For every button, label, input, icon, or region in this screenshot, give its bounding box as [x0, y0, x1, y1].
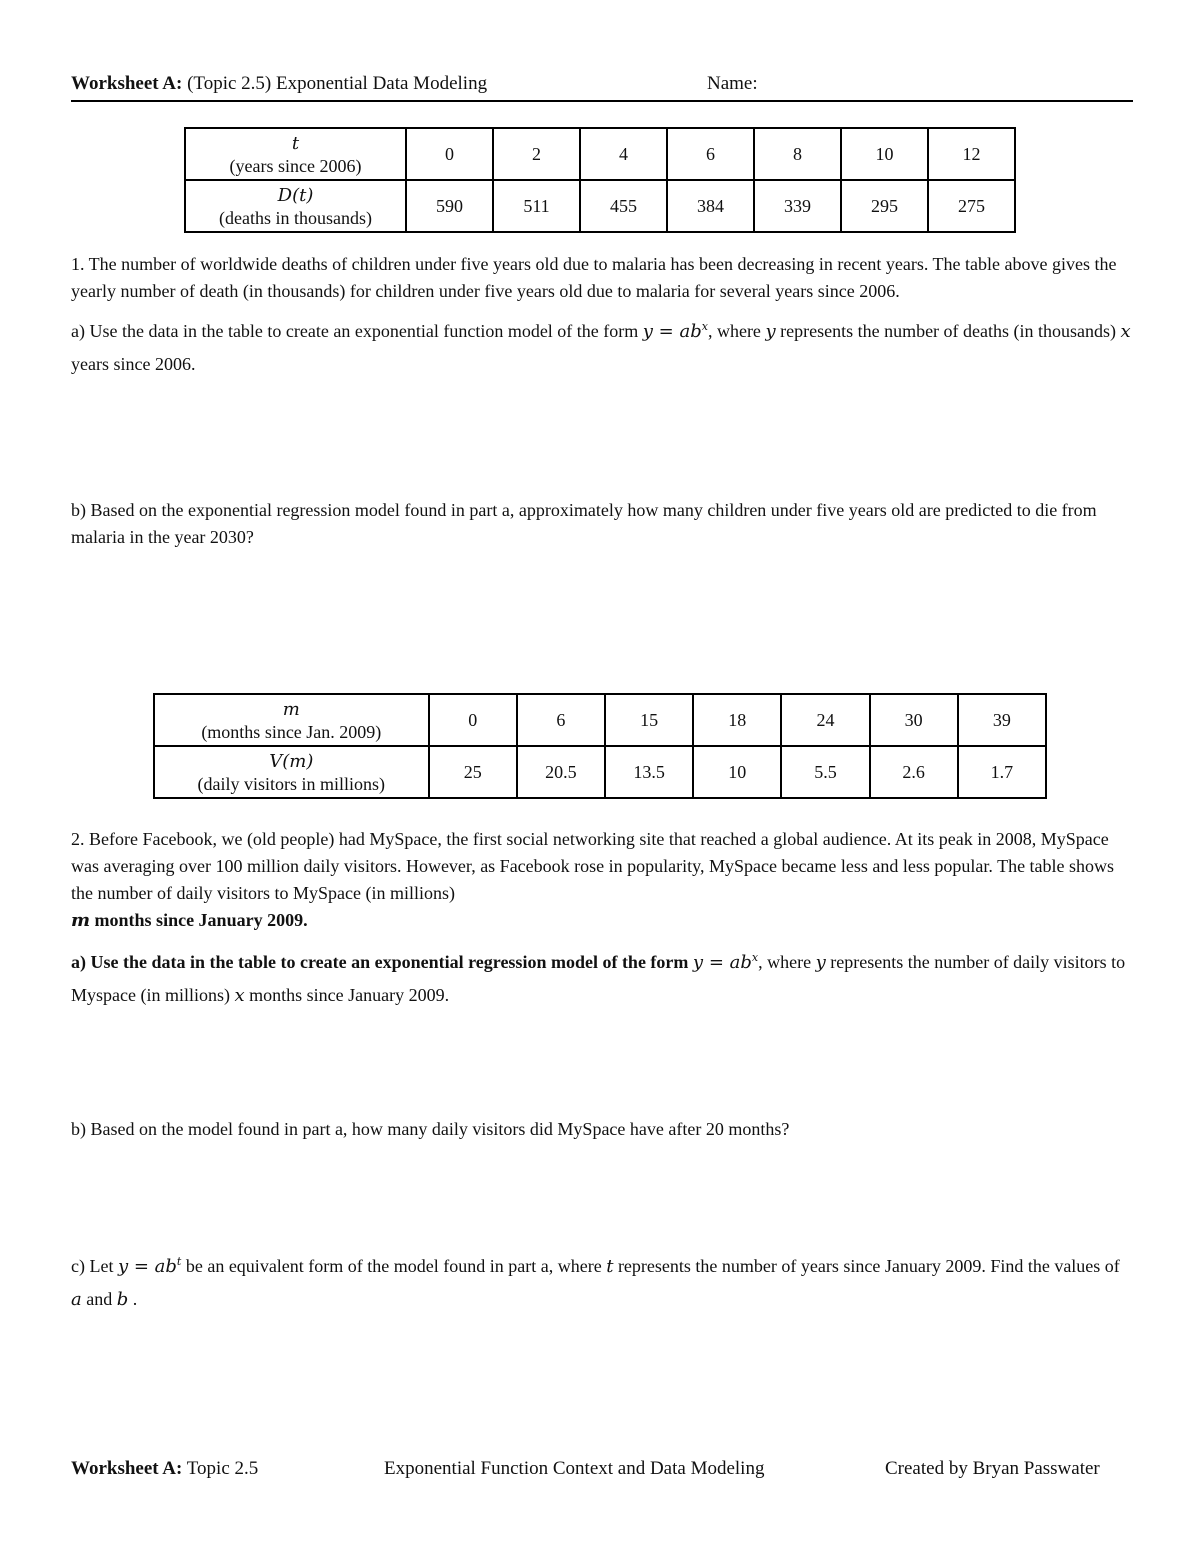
- text-run: be an equivalent form of the model found in part a, where: [181, 1256, 607, 1276]
- question-2b: b) Based on the model found in part a, how many daily visitors did MySpace have after 20 months?: [71, 1119, 790, 1139]
- footer-label: Worksheet A:: [71, 1458, 183, 1479]
- variable-b: b: [116, 1289, 129, 1310]
- variable-x: x: [234, 985, 245, 1006]
- question-1a: [71, 311, 1133, 380]
- row-desc: (daily visitors in millions): [197, 773, 386, 794]
- table-cell: 0: [429, 694, 517, 746]
- myspace-data-table: [153, 693, 1047, 799]
- table-cell: 30: [870, 694, 958, 746]
- formula-base: y = ab: [642, 321, 702, 342]
- variable-y: y: [765, 321, 776, 342]
- text-run: represents the number of daily visitors to Myspace (in millions): [71, 952, 1126, 1005]
- text-run: and: [81, 1289, 117, 1309]
- variable-m: m: [71, 910, 91, 931]
- text-run: 2. Before Facebook, we (old people) had MySpace, the first social networking site that reached a global audience. At its peak in 2008, MySpace was averaging over 100 million daily visitors. However, as Facebook rose in popularity, MySpace became less and less popular. The table shows the number of daily visitors to MySpace (in millions): [71, 829, 1115, 903]
- question-2: [71, 826, 1133, 1012]
- variable-v: V(m): [269, 750, 314, 772]
- formula: [643, 321, 708, 342]
- table-row: [154, 746, 1046, 798]
- question-1b: b) Based on the exponential regression model found in part a, approximately how many children under five years old are predicted to die from malaria in the year 2030?: [71, 500, 1097, 547]
- text-run: a) Use the data in the table to create an exponential regression model of the form: [71, 952, 693, 972]
- formula-base: y = ab: [117, 1256, 177, 1277]
- row-header-v: [154, 746, 429, 798]
- table-cell: 39: [958, 694, 1046, 746]
- question-2-intro: [71, 826, 1133, 934]
- variable-m: m: [282, 698, 300, 720]
- table-cell: 12: [928, 128, 1015, 180]
- formula-exponent: x: [751, 951, 759, 964]
- table-cell: 2: [493, 128, 580, 180]
- formula-base: y = ab: [692, 952, 752, 973]
- text-run: , where: [758, 952, 816, 972]
- table-cell: 5.5: [781, 746, 869, 798]
- table-cell: 511: [493, 180, 580, 232]
- table-cell: 455: [580, 180, 667, 232]
- question-1-intro: 1. The number of worldwide deaths of children under five years old due to malaria has been decreasing in recent years. The table above gives the yearly number of death (in thousands) for children under five years old due to malaria for several years since 2006.: [71, 254, 1117, 301]
- worksheet-title: [71, 73, 487, 95]
- footer-topic: Topic 2.5: [182, 1458, 259, 1479]
- worksheet-topic: (Topic 2.5) Exponential Data Modeling: [182, 73, 488, 94]
- footer-left: [71, 1458, 258, 1480]
- question-2a: [71, 942, 1133, 1012]
- table-cell: 24: [781, 694, 869, 746]
- table-cell: 15: [605, 694, 693, 746]
- text-run: represents the number of years since January 2009. Find the values of: [613, 1256, 1120, 1276]
- question-1: [71, 251, 1133, 380]
- question-2c: [71, 1246, 1133, 1316]
- row-header-t: [185, 128, 406, 180]
- text-run: months since January 2009.: [244, 985, 450, 1005]
- table-cell: 1.7: [958, 746, 1046, 798]
- variable-t: t: [606, 1256, 614, 1277]
- text-run: c) Let: [71, 1256, 118, 1276]
- formula: [118, 1256, 181, 1277]
- table-row: [185, 128, 1015, 180]
- name-label: Name:: [707, 73, 758, 94]
- formula-exponent: x: [701, 320, 708, 333]
- text-run: .: [128, 1289, 138, 1309]
- table-cell: 18: [693, 694, 781, 746]
- table-cell: 10: [841, 128, 928, 180]
- table-cell: 275: [928, 180, 1015, 232]
- row-desc: (years since 2006): [229, 155, 362, 176]
- worksheet-label: Worksheet A:: [71, 73, 183, 94]
- text-run: years since 2006.: [71, 354, 196, 374]
- row-desc: (deaths in thousands): [219, 207, 372, 228]
- text-run: a) Use the data in the table to create an exponential function model of the form: [71, 321, 643, 341]
- table-cell: 8: [754, 128, 841, 180]
- table-cell: 6: [667, 128, 754, 180]
- table-cell: 4: [580, 128, 667, 180]
- question-2-intro-end: [71, 910, 308, 930]
- variable-a: a: [71, 1289, 82, 1310]
- text-run: months since January 2009.: [90, 910, 308, 930]
- variable-x: x: [1120, 321, 1131, 342]
- variable-t: t: [291, 132, 300, 154]
- table-cell: 13.5: [605, 746, 693, 798]
- formula: [693, 952, 758, 973]
- footer-center: Exponential Function Context and Data Modeling: [384, 1458, 765, 1479]
- variable-d: D(t): [277, 184, 314, 206]
- formula-exponent: t: [176, 1255, 182, 1268]
- table-cell: 384: [667, 180, 754, 232]
- table-cell: 590: [406, 180, 493, 232]
- worksheet-header: [71, 70, 1133, 102]
- malaria-data-table: [184, 127, 1016, 233]
- table-cell: 10: [693, 746, 781, 798]
- table-row: [154, 694, 1046, 746]
- table-row: [185, 180, 1015, 232]
- table-cell: 6: [517, 694, 605, 746]
- table-cell: 0: [406, 128, 493, 180]
- footer-right: Created by Bryan Passwater: [885, 1458, 1100, 1479]
- text-run: represents the number of deaths (in thousands): [775, 321, 1121, 341]
- table-cell: 2.6: [870, 746, 958, 798]
- row-desc: (months since Jan. 2009): [201, 721, 382, 742]
- row-header-m: [154, 694, 429, 746]
- variable-y: y: [815, 952, 826, 973]
- table-cell: 339: [754, 180, 841, 232]
- table-cell: 295: [841, 180, 928, 232]
- text-run: , where: [707, 321, 766, 341]
- table-cell: 25: [429, 746, 517, 798]
- row-header-d: [185, 180, 406, 232]
- table-cell: 20.5: [517, 746, 605, 798]
